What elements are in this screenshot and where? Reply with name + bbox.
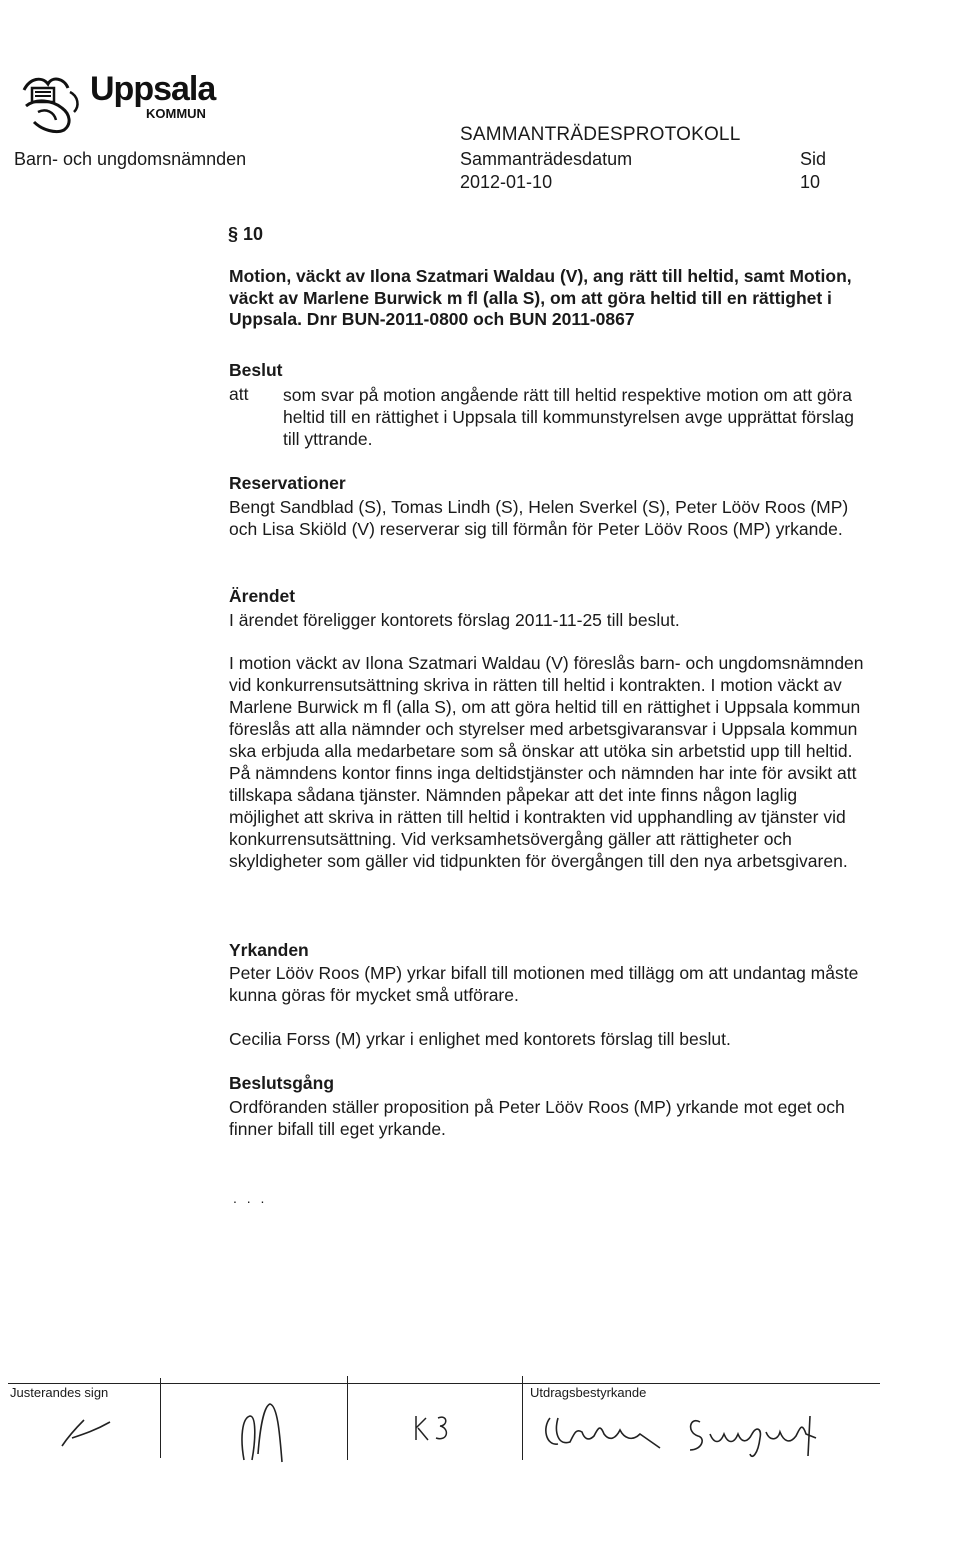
case-title: Motion, väckt av Ilona Szatmari Waldau (V), ang rätt till heltid, samt Motion, väckt av Marlene Burwick m fl (alla S), om att göra heltid till en rättighet i Uppsala. Dnr BUN-2011-0800 och BUN 2011-0867: [229, 266, 852, 329]
yrkanden-text-2: Cecilia Forss (M) yrkar i enlighet med kontorets förslag till beslut.: [229, 1029, 731, 1049]
yrkanden-text-1: Peter Lööv Roos (MP) yrkar bifall till motionen med tillägg om att undantag måste kunna göras för mycket små utförare.: [229, 963, 859, 1005]
signature-initials-1: [50, 1408, 130, 1454]
logo-wordmark: Uppsala: [90, 70, 216, 108]
beslutsgang-heading: Beslutsgång: [229, 1073, 335, 1093]
signature-utdragsbestyrkande: [540, 1398, 840, 1468]
footer-divider: [8, 1383, 880, 1384]
beslutsgang-text: Ordföranden ställer proposition på Peter Lööv Roos (MP) yrkande mot eget och finner bifall till eget yrkande.: [229, 1097, 845, 1139]
reservationer-heading: Reservationer: [229, 473, 346, 493]
beslut-heading: Beslut: [229, 360, 283, 380]
beslut-text: som svar på motion angående rätt till heltid respektive motion om att göra heltid till en rättighet i Uppsala till kommunstyrelsen avge upprättat förslag till yttrande.: [283, 385, 854, 449]
utdragsbestyrkande-label: Utdragsbestyrkande: [530, 1385, 647, 1400]
meeting-date-label: Sammanträdesdatum: [460, 149, 633, 169]
meeting-date-value: 2012-01-10: [460, 172, 553, 192]
committee-name: Barn- och ungdomsnämnden: [14, 149, 247, 169]
motion-text: I motion väckt av Ilona Szatmari Waldau (V) föreslås barn- och ungdomsnämnden vid konkurrensutsättning skriva in rätten till heltid i kontrakten. I motion väckt av Marlene Burwick m fl (alla S), om att göra heltid till en rättighet i Uppsala kommun föreslås att alla nämnder och styrelser med arbetsgivaransvar i Uppsala kommun ska erbjuda alla medarbetare som så önskar att utöka sin arbetstid upp till heltid. På nämndens kontor finns inga deltidstjänster och nämnden har inte för avsikt att tillskapa sådana tjänster. Nämnden påpekar att det inte finns någon laglig möjlighet att skriva in rätten till heltid i kontrakten vid upphandling av tjänster vid konkurrensutsättning. Vid verksamhetsövergång gäller att rättigheter och skyldigheter som gäller vid tidpunkten för övergången till den nya arbetsgivaren.: [229, 653, 864, 871]
uppsala-kommun-logo: [18, 70, 243, 136]
continuation-marker: . . .: [233, 1190, 268, 1206]
paragraph-number: § 10: [228, 224, 264, 244]
signature-initials-3: [408, 1410, 458, 1446]
justerandes-sign-label: Justerandes sign: [10, 1385, 109, 1400]
page-label: Sid: [800, 149, 827, 169]
footer-column-divider: [522, 1376, 523, 1460]
reservationer-text: Bengt Sandblad (S), Tomas Lindh (S), Helen Sverkel (S), Peter Lööv Roos (MP) och Lisa Skiöld (V) reserverar sig till förmån för Peter Lööv Roos (MP) yrkande.: [229, 497, 849, 539]
arendet-heading: Ärendet: [229, 586, 296, 606]
att-label: att: [229, 384, 249, 404]
page-number: 10: [800, 172, 821, 192]
logo-subtitle: KOMMUN: [146, 106, 206, 121]
footer-column-divider: [160, 1378, 161, 1458]
arendet-text: I ärendet föreligger kontorets förslag 2011-11-25 till beslut.: [229, 610, 680, 630]
footer-column-divider: [347, 1376, 348, 1460]
signature-initials-2: [230, 1398, 300, 1468]
yrkanden-heading: Yrkanden: [229, 940, 309, 960]
uppsala-crest-icon: [18, 72, 88, 134]
document-type: SAMMANTRÄDESPROTOKOLL: [460, 124, 741, 145]
